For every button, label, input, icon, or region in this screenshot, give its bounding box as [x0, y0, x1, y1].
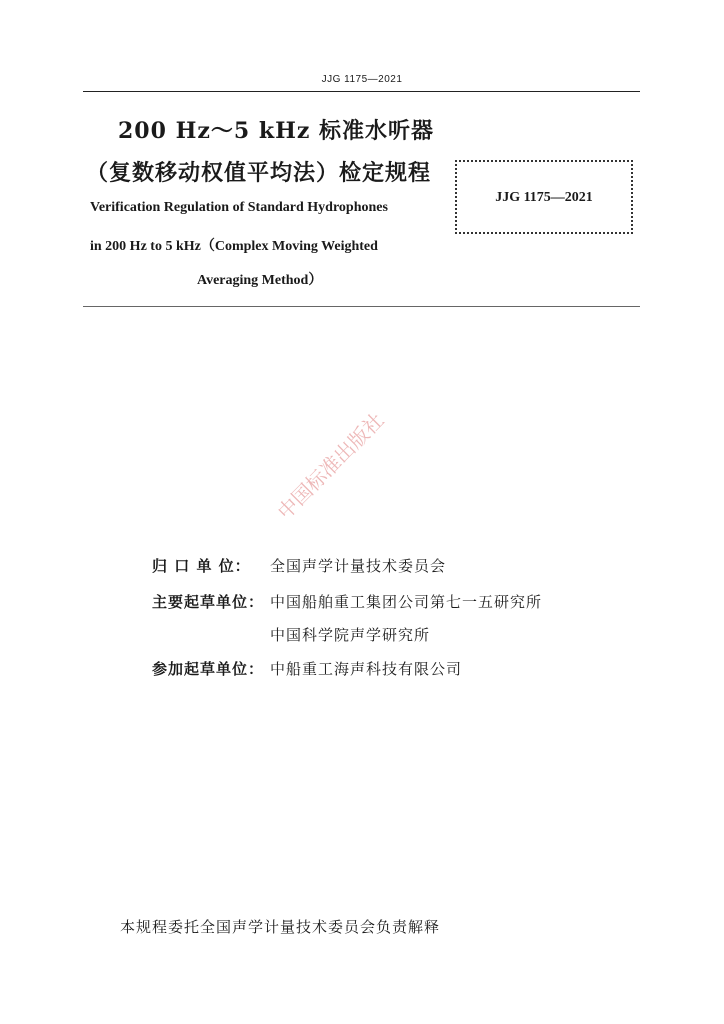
- participating-label: 参加起草单位：: [152, 660, 265, 678]
- standard-code-text: JJG 1175—2021: [495, 190, 593, 205]
- title-bottom-rule: [83, 306, 640, 307]
- responsible-value: 全国声学计量技术委员会: [270, 557, 447, 575]
- org-row-responsible: [152, 555, 446, 576]
- participating-value: 中船重工海声科技有限公司: [270, 660, 463, 678]
- main-drafting-value-1: 中国船舶重工集团公司第七一五研究所: [270, 593, 543, 611]
- org-row-main-drafting: [152, 591, 542, 612]
- org-row-participating: [152, 658, 462, 679]
- header-rule: [83, 91, 640, 92]
- main-drafting-value-2: 中国科学院声学研究所: [270, 626, 431, 644]
- title-english-line-3: Averaging Method）: [197, 273, 323, 288]
- title-english-line-2: in 200 Hz to 5 kHz（Complex Moving Weighted: [90, 239, 378, 254]
- title-chinese-line-2: （复数移动权值平均法）检定规程: [86, 160, 432, 186]
- org-row-main-drafting-2: [152, 624, 430, 645]
- publisher-watermark: 中国标准出版社: [272, 408, 389, 525]
- title-chinese-line-1: 200 Hz～5 kHz 标准水听器: [118, 118, 435, 144]
- document-code-header: JJG 1175—2021: [321, 74, 403, 85]
- main-drafting-label: 主要起草单位：: [152, 593, 265, 611]
- responsible-label: 归 口 单 位：: [152, 557, 251, 575]
- interpretation-note: 本规程委托全国声学计量技术委员会负责解释: [120, 918, 441, 936]
- title-english-line-1: Verification Regulation of Standard Hydrophones: [90, 200, 388, 215]
